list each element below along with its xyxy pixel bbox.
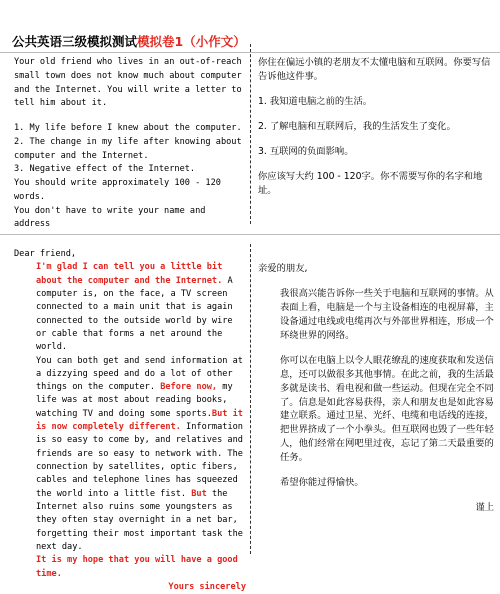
task-cn-point-1: 1. 我知道电脑之前的生活。 bbox=[258, 95, 373, 107]
letter-cn-paragraph-3: 希望你能过得愉快。 bbox=[280, 477, 364, 489]
task-point-1: 1. My life before I knew about the computer. bbox=[14, 123, 242, 133]
task-intro: Your old friend who lives in an out-of-reach small town does not know much about computer and the Internet. You will write a letter to tell him about it. bbox=[14, 57, 242, 109]
letter-cn-signature: 谨上 bbox=[475, 502, 494, 514]
task-cn-point-2: 2. 了解电脑和互联网后，我的生活发生了变化。 bbox=[258, 120, 456, 132]
letter-paragraph-1 bbox=[14, 261, 246, 354]
letter-paragraph-2 bbox=[14, 355, 246, 555]
letter-p2-text-a: You can both get and send information at a dizzying speed and do a lot of other things on the computer. bbox=[36, 355, 243, 393]
task-point-3: 3. Negative effect of the Internet. bbox=[14, 164, 196, 175]
task-chinese bbox=[258, 56, 494, 198]
letter-p1-text: A computer is, on the face, a TV screen connected to a main unit that is again connected to the outside world by wire or cable that forms a net around the world. bbox=[36, 275, 233, 353]
column-divider-bottom bbox=[250, 244, 251, 554]
letter-p2-highlight-3: But bbox=[191, 488, 207, 499]
task-note: You don't have to write your name and address bbox=[14, 205, 206, 230]
letter-p1-highlight: I'm glad I can tell you a little bit about the computer and the Internet. bbox=[36, 262, 223, 286]
task-cn-point-3: 3. 互联网的负面影响。 bbox=[258, 145, 354, 157]
letter-paragraph-3: It is my hope that you will have a good time. bbox=[36, 555, 238, 579]
letter-p2-text-c: Information is so easy to come by, and relatives and friends are so easy to network with. The connection by satellites, optic fibers, cables and telephone lines has squeezed the world into a little fist. bbox=[36, 422, 243, 499]
letter-p2-highlight-2: But it is now completely different. bbox=[36, 408, 243, 433]
column-divider-top bbox=[250, 44, 251, 224]
letter-cn-paragraph-1: 我很高兴能告诉你一些关于电脑和互联网的事情。从表面上看，电脑是一个与主设备相连的电视屏幕，主设备通过电线或电缆再次与外部世界相连，形成一个环绕世界的网络。 bbox=[280, 287, 494, 341]
letter-p2-highlight-1: Before now, bbox=[160, 382, 218, 393]
letter-chinese bbox=[258, 262, 494, 515]
letter-greeting: Dear friend, bbox=[14, 249, 77, 259]
letter-p2-text-d: the Internet also ruins some youngsters as they often stay overnight in a net bar, forgetting their most important task the next day. bbox=[36, 488, 243, 552]
task-cn-word-count: 你应该写大约 100 - 120字。你不需要写你的名字和地址。 bbox=[258, 170, 483, 196]
section-rule bbox=[0, 234, 500, 235]
task-word-count: You should write approximately 100 - 120 words. bbox=[14, 178, 221, 202]
title-black: 公共英语三级模拟测试 bbox=[12, 34, 138, 49]
letter-english bbox=[14, 248, 246, 594]
letter-signature: Yours sincerely bbox=[168, 581, 246, 592]
letter-cn-greeting: 亲爱的朋友, bbox=[258, 263, 308, 274]
letter-cn-paragraph-2: 你可以在电脑上以令人眼花缭乱的速度获取和发送信息，还可以做很多其他事情。在此之前，我的生活最多就是读书、看电视和做一些运动。但现在完全不同了。信息是如此容易获得，亲人和朋友也是如此容易建立联系。通过卫星、光纤、电缆和电话线的连接，把世界挤成了一个小拳头。但互联网也毁了一些年轻人，他们经常在网吧里过夜，忘记了第二天最重要的任务。 bbox=[280, 354, 494, 464]
task-cn-intro: 你住在偏远小镇的老朋友不太懂电脑和互联网。你要写信告诉他这件事。 bbox=[258, 57, 491, 82]
task-english bbox=[14, 56, 246, 232]
title-red: 模拟卷1（小作文） bbox=[137, 34, 246, 49]
task-point-2: 2. The change in my life after knowing about computer and the Internet. bbox=[14, 136, 242, 161]
page-title bbox=[12, 32, 246, 50]
letter-p2-text-b: my life was at most about reading books, watching TV and doing some sports. bbox=[36, 382, 233, 419]
